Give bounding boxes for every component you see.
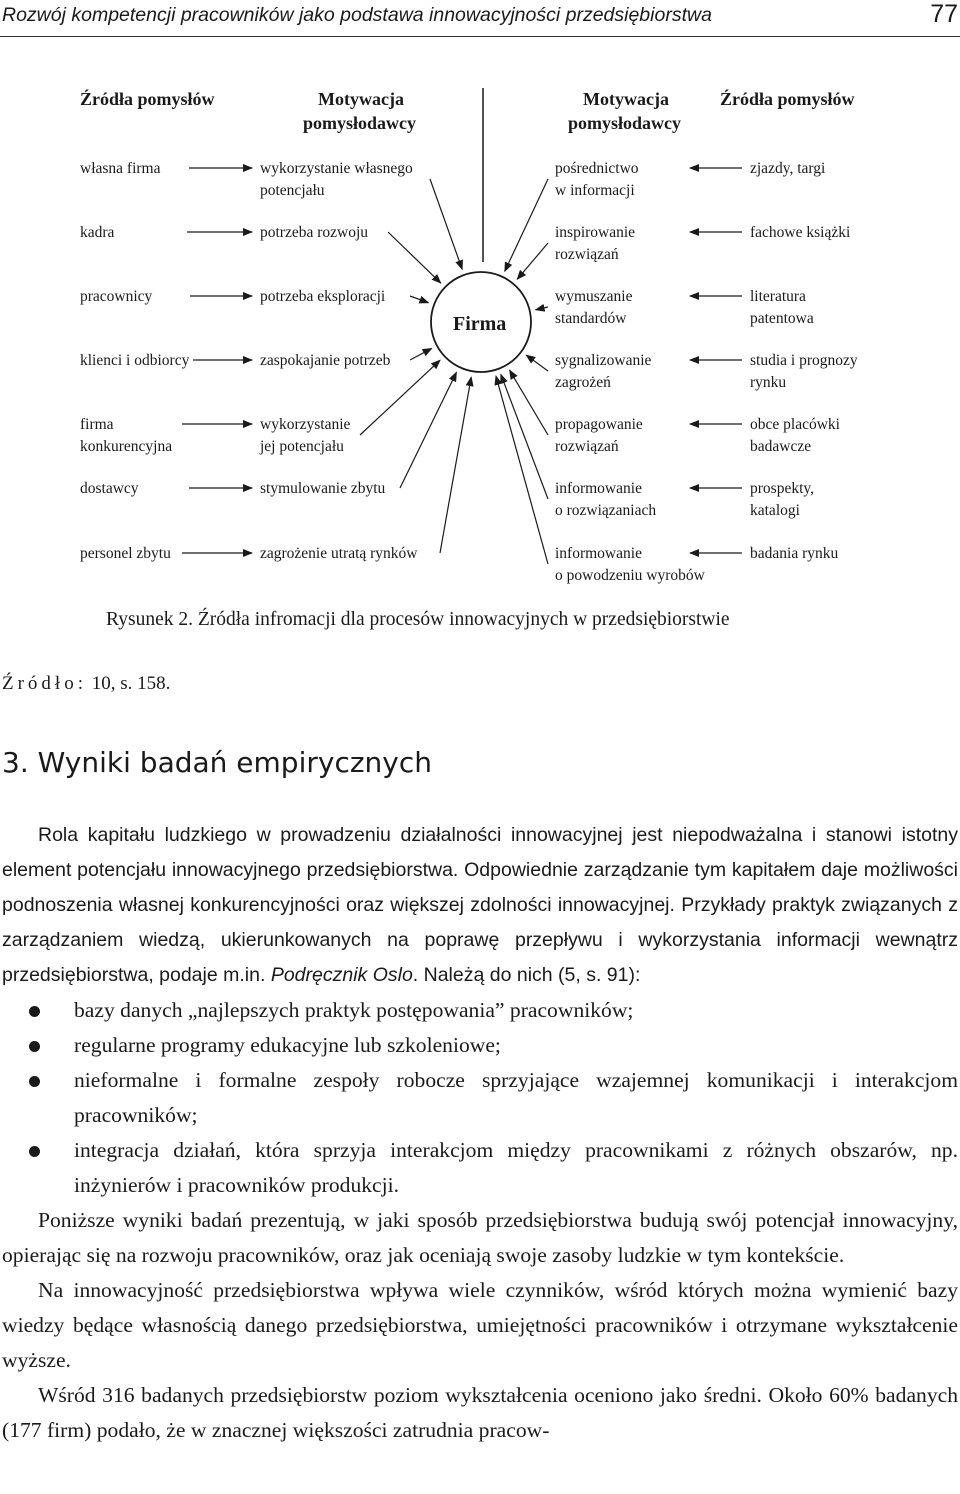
right-source-label-line: prospekty, xyxy=(750,480,814,497)
right-source-label-line: badawcze xyxy=(750,438,812,455)
left-source-label xyxy=(80,160,161,177)
firm-label: Firma xyxy=(453,313,507,335)
paragraph-1 xyxy=(2,818,958,993)
bullet-icon xyxy=(29,1146,40,1157)
left-motivation-label xyxy=(260,352,391,369)
right-motivation-label-line: sygnalizowanie xyxy=(555,352,652,369)
left-source-label xyxy=(80,416,172,455)
right-motivation-arrow xyxy=(517,243,548,279)
right-motivation-label-line: rozwiązań xyxy=(555,246,619,263)
left-motivation-label xyxy=(260,288,386,305)
right-motivation-arrow xyxy=(496,376,548,564)
left-source-label-line: kadra xyxy=(80,224,115,241)
left-motivation-label xyxy=(260,545,418,562)
left-motivation-label-line: stymulowanie zbytu xyxy=(260,480,386,497)
right-motivation-label-line: w informacji xyxy=(555,182,635,199)
right-motivation-label-line: o powodzeniu wyrobów xyxy=(555,567,705,584)
list-item-text: integracja działań, która sprzyja interakcjom między pracownikami z różnych obszarów, np. inżynierów i pracowników produkcji. xyxy=(74,1138,958,1197)
right-motivation-label xyxy=(555,288,633,327)
left-motivation-arrow xyxy=(388,232,441,283)
right-source-label-line: katalogi xyxy=(750,502,800,519)
right-source-label xyxy=(750,545,838,562)
left-source-label xyxy=(80,545,171,562)
left-source-label-line: firma xyxy=(80,416,114,433)
left-motivation-arrow xyxy=(410,348,432,360)
source-text: 10, s. 158. xyxy=(87,673,171,694)
right-source-label-line: studia i prognozy xyxy=(750,352,858,369)
paragraph-2-tail: . Należą do nich (5, s. 91): xyxy=(412,964,641,986)
list-item-text: nieformalne i formalne zespoły robocze sprzyjające wzajemnej komunikacji i interakcjom pracowników; xyxy=(74,1068,958,1127)
right-motivation-arrow xyxy=(536,307,548,310)
right-motivation-label-line: informowanie xyxy=(555,480,642,497)
left-motivation-label-line: jej potencjału xyxy=(260,438,344,455)
right-motivation-label xyxy=(555,352,652,391)
bullet-icon xyxy=(29,1006,40,1017)
left-motivation-label-line: zagrożenie utratą rynków xyxy=(260,545,418,562)
right-motivation-label-line: standardów xyxy=(555,310,627,327)
right-source-label xyxy=(750,352,858,391)
right-source-label-line: badania rynku xyxy=(750,545,839,562)
left-motivation-label-line: zaspokajanie potrzeb xyxy=(260,352,391,369)
right-motivation-label-line: rozwiązań xyxy=(555,438,619,455)
paragraph-4: Na innowacyjność przedsiębiorstwa wpływa wiele czynników, wśród których można wymienić bazy wiedzy będące własnością danego przedsiębiorstwa, umiejętności pracowników i otrzymane wykształcenie wyższe. xyxy=(2,1278,958,1372)
right-source-label-line: literatura xyxy=(750,288,806,305)
left-source-label xyxy=(80,224,115,241)
left-motivation-label xyxy=(260,160,413,199)
right-motivation-label xyxy=(555,416,643,455)
page-number: 77 xyxy=(930,0,958,28)
right-motivation-label xyxy=(555,545,706,584)
right-source-label xyxy=(750,416,841,455)
paragraph-2-text: Przykłady praktyk związanych z zarządzaniem wiedzą, ukierunkowanych na poprawę przepływu i wykorzystania informacji wewnątrz przedsiębiorstwa, podaje m.in. xyxy=(2,894,959,986)
left-source-label-line: personel zbytu xyxy=(80,545,171,562)
list-item xyxy=(2,1028,958,1063)
oslo-manual-title: Podręcznik Oslo xyxy=(270,964,413,986)
right-source-label xyxy=(750,160,826,177)
right-source-label xyxy=(750,288,814,327)
left-source-label xyxy=(80,480,139,497)
innovation-sources-diagram xyxy=(0,0,960,600)
left-motivation-header-1: Motywacja xyxy=(318,89,404,109)
paragraph-3: Poniższe wyniki badań prezentują, w jaki sposób przedsiębiorstwa budują swój potencjał innowacyjny, opierając się na rozwoju pracowników, oraz jak oceniają swoje zasoby ludzkie w tym kontekście. xyxy=(2,1208,958,1267)
right-source-label-line: zjazdy, targi xyxy=(750,160,826,177)
list-item-text: bazy danych „najlepszych praktyk postępowania” pracowników; xyxy=(74,998,634,1022)
right-motivation-label-line: o rozwiązaniach xyxy=(555,502,657,519)
left-motivation-label xyxy=(259,416,351,455)
left-motivation-label-line: wykorzystanie własnego xyxy=(260,160,413,177)
right-motivation-label xyxy=(555,224,635,263)
right-motivation-arrow xyxy=(526,355,548,371)
left-motivation-header-2: pomysłodawcy xyxy=(303,113,417,133)
left-motivation-label xyxy=(260,224,368,241)
paragraph-5: Wśród 316 badanych przedsiębiorstw poziom wykształcenia oceniono jako średni. Około 60% badanych (177 firm) podało, że w znacznej większości zatrudnia pracow- xyxy=(2,1383,958,1442)
left-motivation-arrow xyxy=(360,360,440,435)
bullet-icon xyxy=(29,1076,40,1087)
right-source-label-line: obce placówki xyxy=(750,416,840,433)
left-motivation-arrow xyxy=(440,377,471,553)
right-source-label-line: patentowa xyxy=(750,310,814,327)
left-source-label-line: własna firma xyxy=(80,160,161,177)
right-motivation-label-line: informowanie xyxy=(555,545,642,562)
right-motivation-label-line: inspirowanie xyxy=(555,224,636,241)
body-text xyxy=(2,818,958,1448)
left-motivation-label-line: potrzeba eksploracji xyxy=(260,288,386,305)
right-motivation-label-line: propagowanie xyxy=(555,416,643,433)
list-item xyxy=(2,1133,958,1203)
figure-source xyxy=(2,673,170,695)
left-motivation-label-line: potencjału xyxy=(260,182,325,199)
left-motivation-label xyxy=(260,480,386,497)
bullet-icon xyxy=(29,1041,40,1052)
right-motivation-arrow xyxy=(510,370,548,435)
left-source-label xyxy=(80,352,190,369)
right-source-label xyxy=(750,224,851,241)
right-motivation-header-1: Motywacja xyxy=(583,89,669,109)
list-item xyxy=(2,1063,958,1133)
left-source-label xyxy=(80,288,153,305)
right-motivation-header-2: pomysłodawcy xyxy=(568,113,682,133)
right-motivation-label xyxy=(555,480,656,519)
right-motivation-label xyxy=(555,160,639,199)
running-title: Rozwój kompetencji pracowników jako podstawa innowacyjności przedsiębiorstwa xyxy=(2,4,712,26)
figure-caption: Rysunek 2. Źródła infromacji dla procesów innowacyjnych w przedsiębiorstwie xyxy=(106,609,730,630)
left-sources-header: Źródła pomysłów xyxy=(80,89,215,109)
practice-list xyxy=(2,993,958,1203)
left-motivation-arrow xyxy=(430,179,462,269)
right-sources-header: Źródła pomysłów xyxy=(720,89,855,109)
left-motivation-label-line: potrzeba rozwoju xyxy=(260,224,369,241)
right-motivation-label-line: wymuszanie xyxy=(555,288,633,305)
section-heading: 3. Wyniki badań empirycznych xyxy=(2,746,432,779)
left-source-label-line: konkurencyjna xyxy=(80,438,173,455)
right-source-label xyxy=(750,480,814,519)
list-item xyxy=(2,993,958,1028)
right-motivation-label-line: zagrożeń xyxy=(555,374,611,391)
source-label: Źródło: xyxy=(2,673,87,694)
left-source-label-line: pracownicy xyxy=(80,288,153,305)
right-motivation-label-line: pośrednictwo xyxy=(555,160,639,177)
left-motivation-label-line: wykorzystanie xyxy=(260,416,351,433)
list-item-text: regularne programy edukacyjne lub szkoleniowe; xyxy=(74,1033,501,1057)
left-motivation-arrow xyxy=(410,296,428,303)
left-source-label-line: klienci i odbiorcy xyxy=(80,352,190,369)
right-motivation-arrow xyxy=(505,179,548,271)
right-source-label-line: rynku xyxy=(750,374,787,391)
left-source-label-line: dostawcy xyxy=(80,480,139,497)
right-source-label-line: fachowe książki xyxy=(750,224,851,241)
paragraph-1-text: Rola kapitału ludzkiego w prowadzeniu działalności innowacyjnej jest niepodważalna i stanowi istotny element potencjału innowacyjnego przedsiębiorstwa. Odpowiednie zarządzanie tym kapitałem daje możliwości podnoszenia własnej konkurencyjności oraz większej zdolności innowacyjnej. xyxy=(2,824,958,916)
